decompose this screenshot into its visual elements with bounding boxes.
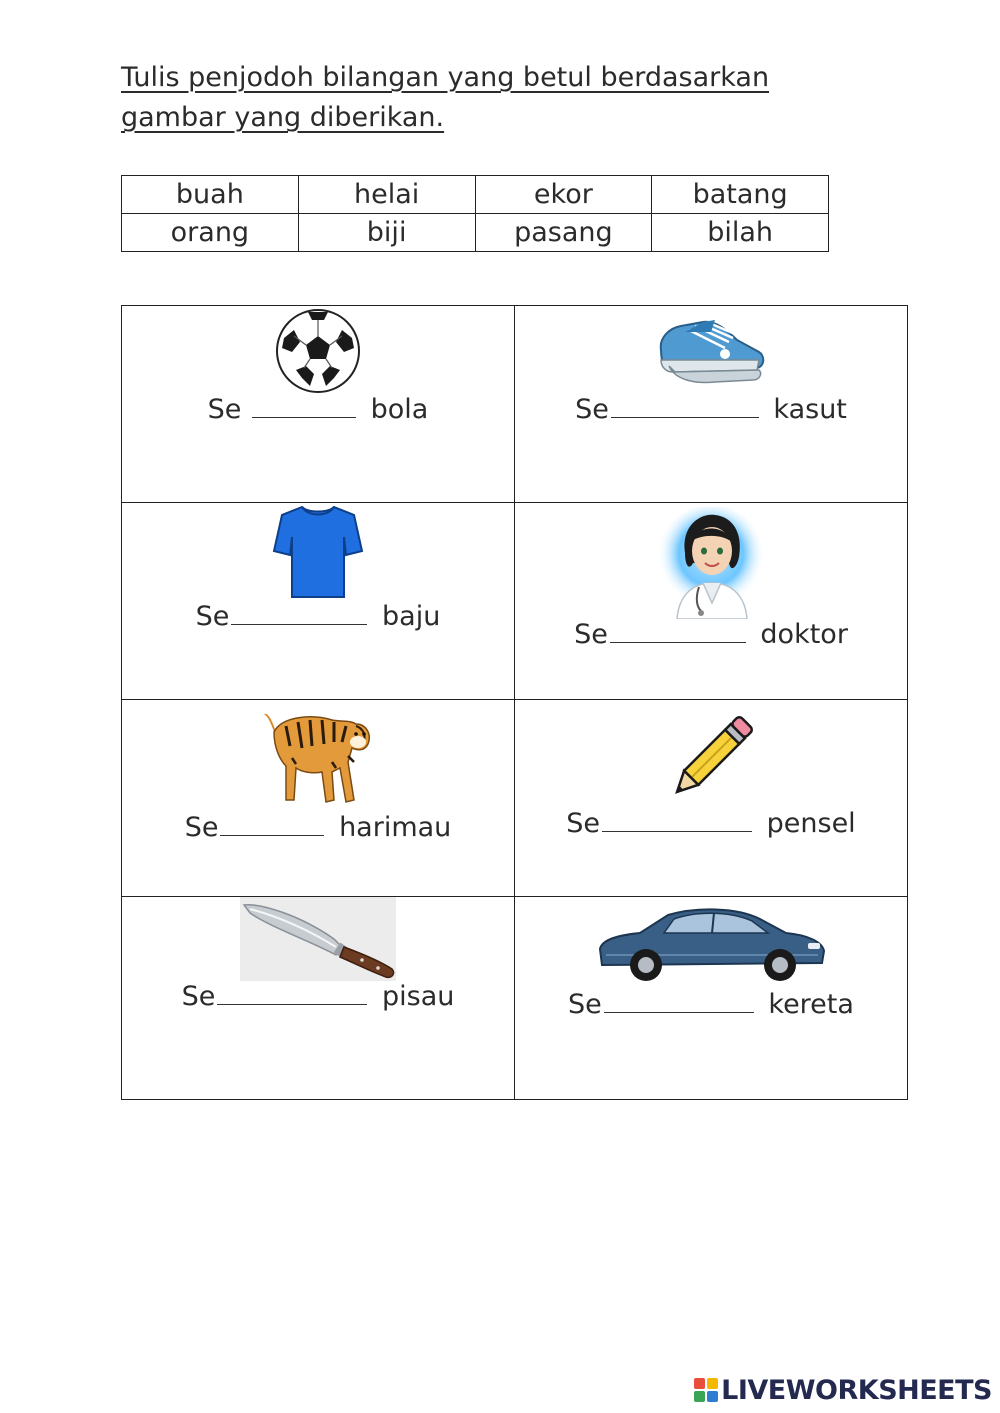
phrase-prefix: Se <box>207 394 242 425</box>
exercise-grid <box>121 305 908 1100</box>
answer-blank[interactable] <box>231 602 367 625</box>
word-bank-row <box>122 176 829 214</box>
phrase-pensel <box>515 808 907 839</box>
answer-blank[interactable] <box>217 982 367 1005</box>
exercise-cell-harimau <box>122 700 515 897</box>
phrase-prefix: Se <box>195 601 230 632</box>
answer-blank[interactable] <box>602 809 752 832</box>
phrase-kereta <box>515 989 907 1020</box>
liveworksheets-logo-icon <box>694 1378 718 1402</box>
phrase-kasut <box>515 394 907 425</box>
phrase-noun: pisau <box>381 981 455 1012</box>
logo-square <box>694 1391 705 1402</box>
liveworksheets-logo[interactable] <box>694 1373 992 1407</box>
word-bank-cell: pasang <box>475 214 652 252</box>
pencil-icon <box>661 708 761 806</box>
exercise-cell-bola <box>122 306 515 503</box>
phrase-prefix: Se <box>181 981 216 1012</box>
exercise-cell-baju <box>122 503 515 700</box>
phrase-noun: harimau <box>339 812 452 843</box>
phrase-prefix: Se <box>574 619 608 650</box>
word-bank-row <box>122 214 829 252</box>
word-bank-cell: ekor <box>475 176 652 214</box>
answer-blank[interactable] <box>252 395 356 418</box>
phrase-doktor <box>515 619 907 650</box>
exercise-cell-doktor <box>515 503 908 700</box>
answer-blank[interactable] <box>604 990 754 1013</box>
instruction-text: Tulis penjodoh bilangan yang betul berdasarkan gambar yang diberikan. <box>121 62 770 133</box>
shirt-icon <box>272 503 364 601</box>
phrase-prefix: Se <box>566 808 601 839</box>
phrase-noun: doktor <box>760 619 848 650</box>
answer-blank[interactable] <box>610 620 746 643</box>
logo-square <box>694 1378 705 1389</box>
phrase-prefix: Se <box>568 989 602 1020</box>
logo-square <box>707 1391 718 1402</box>
phrase-noun: kereta <box>768 989 854 1020</box>
car-icon <box>596 905 826 983</box>
knife-icon <box>240 897 396 981</box>
word-bank-cell: helai <box>298 176 475 214</box>
phrase-noun: kasut <box>773 394 847 425</box>
phrase-bola <box>122 394 514 425</box>
word-bank-cell: orang <box>122 214 299 252</box>
word-bank-cell: batang <box>652 176 829 214</box>
phrase-harimau <box>122 812 514 843</box>
liveworksheets-logo-text: LIVEWORKSHEETS <box>721 1374 992 1406</box>
phrase-prefix: Se <box>575 394 609 425</box>
logo-square <box>707 1378 718 1389</box>
word-bank-cell: bilah <box>652 214 829 252</box>
shoes-icon <box>655 308 767 392</box>
phrase-prefix: Se <box>184 812 219 843</box>
phrase-noun: baju <box>382 601 441 632</box>
phrase-noun: bola <box>370 394 429 425</box>
phrase-noun: pensel <box>766 808 856 839</box>
answer-blank[interactable] <box>220 813 324 836</box>
exercise-cell-kasut <box>515 306 908 503</box>
phrase-pisau <box>122 981 514 1012</box>
answer-blank[interactable] <box>611 395 759 418</box>
word-bank-table <box>121 175 829 252</box>
exercise-cell-pisau <box>122 897 515 1100</box>
word-bank-cell: buah <box>122 176 299 214</box>
exercise-cell-pensel <box>515 700 908 897</box>
exercise-cell-kereta <box>515 897 908 1100</box>
doctor-icon <box>655 507 767 619</box>
soccer-ball-icon <box>274 308 362 394</box>
tiger-icon <box>262 702 374 810</box>
word-bank-cell: biji <box>298 214 475 252</box>
phrase-baju <box>122 601 514 632</box>
